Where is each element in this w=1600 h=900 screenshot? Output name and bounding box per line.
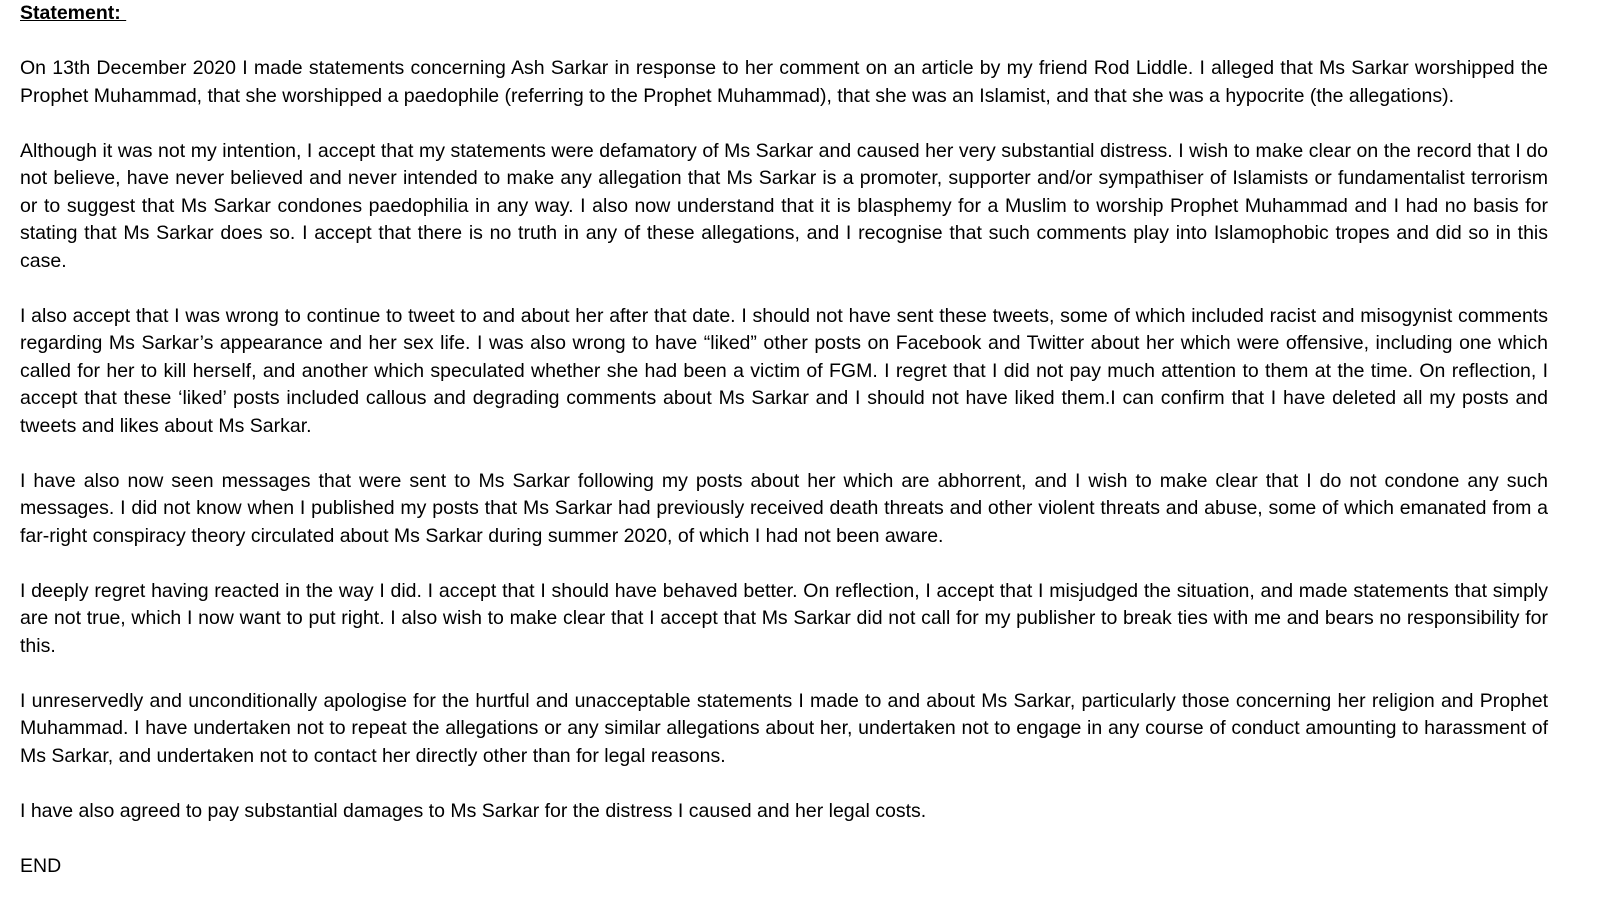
paragraph-defamation-acceptance: Although it was not my intention, I accept that my statements were defamatory of Ms Sarkar and caused her very substantial distress. I wish to make clear on the record that I do not believe, have never believed and never intended to make any allegation that Ms Sarkar is a promoter, supporter and/or sympathiser of Islamists or fundamentalist terrorism or to suggest that Ms Sarkar condones paedophilia in any way. I also now understand that it is blasphemy for a Muslim to worship Prophet Muhammad and I had no basis for stating that Ms Sarkar does so. I accept that there is no truth in any of these allegations, and I recognise that such comments play into Islamophobic tropes and did so in this case. [20, 139, 1548, 272]
paragraph-apology-undertakings: I unreservedly and unconditionally apologise for the hurtful and unacceptable statements I made to and about Ms Sarkar, particularly those concerning her religion and Prophet Muhammad. I have undertaken not to repeat the allegations or any similar allegations about her, undertaken not to engage in any course of conduct amounting to harassment of Ms Sarkar, and undertaken not to contact her directly other than for legal reasons. [20, 689, 1548, 767]
paragraph-abhorrent-messages: I have also now seen messages that were sent to Ms Sarkar following my posts about her which are abhorrent, and I wish to make clear that I do not condone any such messages. I did not know when I published my posts that Ms Sarkar had previously received death threats and other violent threats and abuse, some of which emanated from a far-right conspiracy theory circulated about Ms Sarkar during summer 2020, of which I had not been aware. [20, 469, 1548, 547]
paragraph-allegations: On 13th December 2020 I made statements concerning Ash Sarkar in response to her comment on an article by my friend Rod Liddle. I alleged that Ms Sarkar worshipped the Prophet Muhammad, that she worshipped a paedophile (referring to the Prophet Muhammad), that she was an Islamist, and that she was a hypocrite (the allegations). [20, 57, 1548, 107]
paragraph-damages: I have also agreed to pay substantial damages to Ms Sarkar for the distress I caused and her legal costs. [20, 799, 927, 822]
paragraph-tweets-and-likes: I also accept that I was wrong to continue to tweet to and about her after that date. I should not have sent these tweets, some of which included racist and misogynist comments regarding Ms Sarkar’s appearance and her sex life. I was also wrong to have “liked” other posts on Facebook and Twitter about her which were offensive, including one which called for her to kill herself, and another which speculated whether she had been a victim of FGM. I regret that I did not pay much attention to them at the time. On reflection, I accept that these ‘liked’ posts included callous and degrading comments about Ms Sarkar and I should not have liked them.I can confirm that I have deleted all my posts and tweets and likes about Ms Sarkar. [20, 304, 1548, 437]
end-marker: END [20, 854, 62, 877]
paragraph-regret: I deeply regret having reacted in the way I did. I accept that I should have behaved better. On reflection, I accept that I misjudged the situation, and made statements that simply are not true, which I now want to put right. I also wish to make clear that I accept that Ms Sarkar did not call for my publisher to break ties with me and bears no responsibility for this. [20, 579, 1548, 657]
statement-heading: Statement: [20, 2, 127, 24]
